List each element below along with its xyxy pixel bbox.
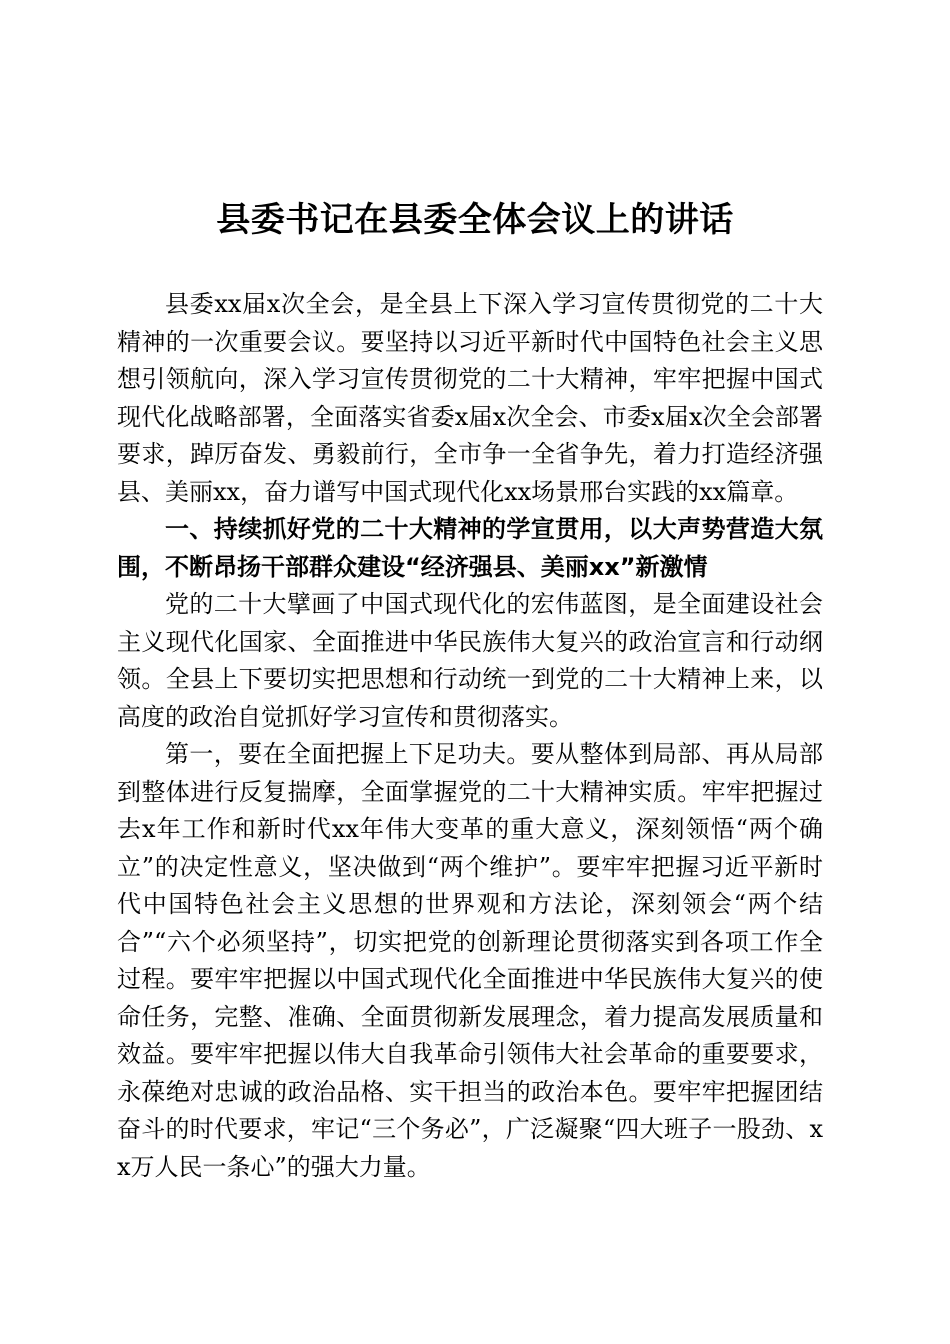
intro-paragraph: 县委xx届x次全会，是全县上下深入学习宣传贯彻党的二十大精神的一次重要会议。要坚持以习近平新时代中国特色社会主义思想引领航向，深入学习宣传贯彻党的二十大精神，牢牢把握中国式现代化战略部署，全面落实省委x届x次全会、市委x届x次全会部署要求，踔厉奋发、勇毅前行，全市争一全省争先，着力打造经济强县、美丽xx，奋力谱写中国式现代化xx场景邢台实践的xx篇章。	[117, 290, 823, 506]
document-title: 县委书记在县委全体会议上的讲话	[216, 200, 734, 240]
section-1-paragraph: 党的二十大擘画了中国式现代化的宏伟蓝图，是全面建设社会主义现代化国家、全面推进中华民族伟大复兴的政治宣言和行动纲领。全县上下要切实把思想和行动统一到党的二十大精神上来，以高度的政治自觉抓好学习宣传和贯彻落实。	[117, 590, 823, 731]
point-one-paragraph: 第一，要在全面把握上下足功夫。要从整体到局部、再从局部到整体进行反复揣摩，全面掌握党的二十大精神实质。牢牢把握过去x年工作和新时代xx年伟大变革的重大意义，深刻领悟“两个确立”的决定性意义，坚决做到“两个维护”。要牢牢把握习近平新时代中国特色社会主义思想的世界观和方法论，深刻领会“两个结合”“六个必须坚持”，切实把党的创新理论贯彻落实到各项工作全过程。要牢牢把握以中国式现代化全面推进中华民族伟大复兴的使命任务，完整、准确、全面贯彻新发展理念，着力提高发展质量和效益。要牢牢把握以伟大自我革命引领伟大社会革命的重要要求，永葆绝对忠诚的政治品格、实干担当的政治本色。要牢牢把握团结奋斗的时代要求，牢记“三个务必”，广泛凝聚“四大班子一股劲、xx万人民一条心”的强大力量。	[117, 740, 823, 1181]
document-body	[117, 286, 823, 1186]
section-heading-1: 一、持续抓好党的二十大精神的学宣贯用，以大声势营造大氛围，不断昂扬干部群众建设“经济强县、美丽xx”新激情	[117, 515, 823, 581]
